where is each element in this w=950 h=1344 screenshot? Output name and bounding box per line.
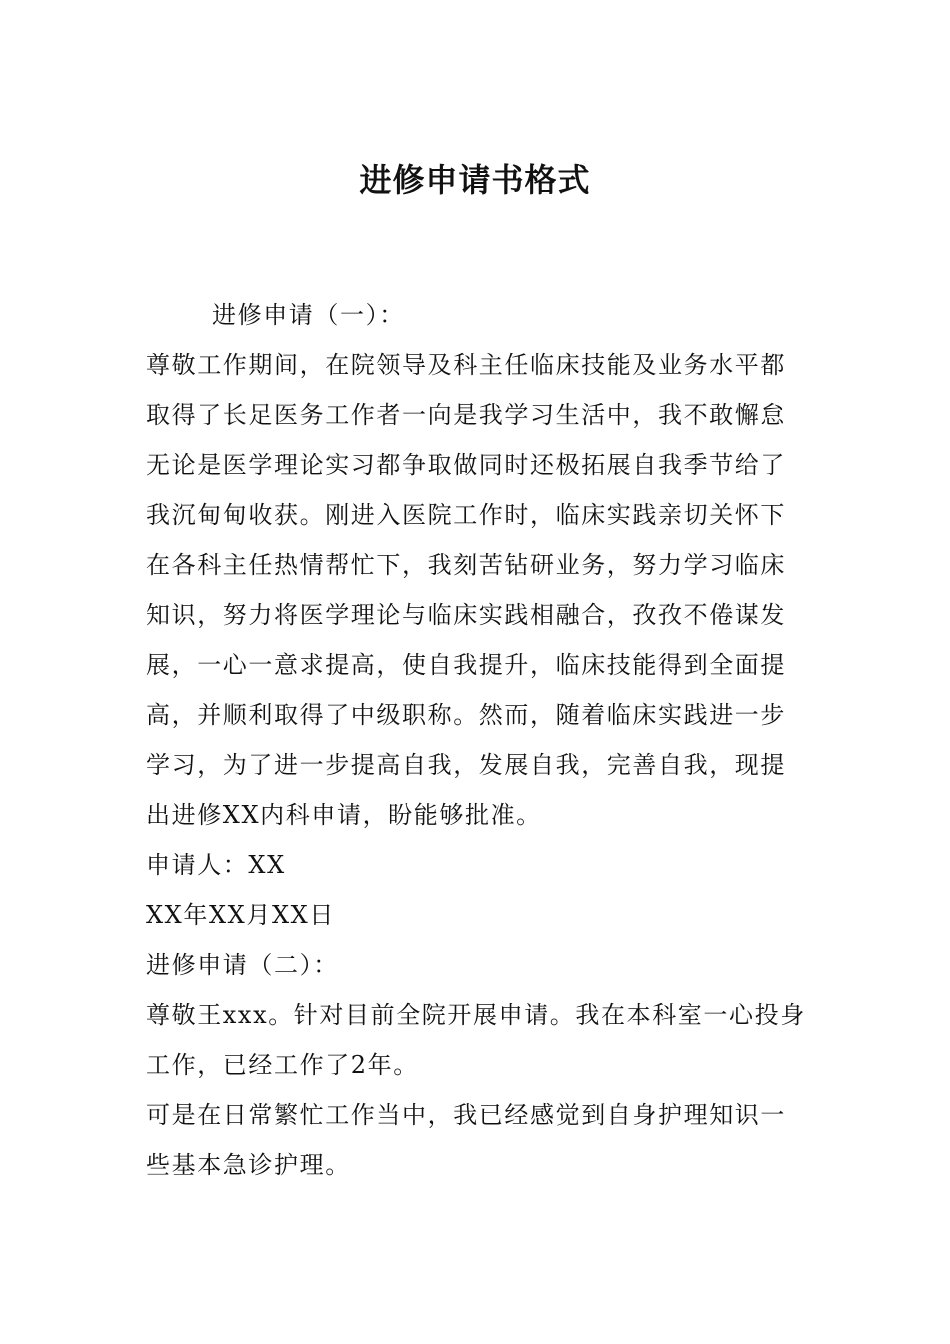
paragraph-line: 出进修XX内科申请，盼能够批准。 — [146, 801, 542, 829]
paragraph-line: 高，并顺利取得了中级职称。然而，随着临床实践进一步 — [146, 701, 786, 729]
paragraph-line: 尊敬工作期间，在院领导及科主任临床技能及业务水平都 — [146, 351, 786, 379]
paragraph-line: 可是在日常繁忙工作当中，我已经感觉到自身护理知识一 — [146, 1101, 786, 1129]
date-line: XX年XX月XX日 — [146, 901, 335, 929]
section-heading-1: 进修申请（一）： — [212, 301, 405, 329]
paragraph-line: 知识，努力将医学理论与临床实践相融合，孜孜不倦谋发 — [146, 601, 786, 629]
applicant-line: 申请人：XX — [146, 851, 286, 879]
paragraph-line: 取得了长足医务工作者一向是我学习生活中，我不敢懈怠 — [146, 401, 786, 429]
document-title: 进修申请书格式 — [359, 161, 591, 199]
paragraph-line: 尊敬王xxx。针对目前全院开展申请。我在本科室一心投身 — [146, 1001, 806, 1029]
document-body — [146, 290, 806, 1190]
paragraph-line: 些基本急诊护理。 — [146, 1151, 351, 1179]
paragraph-line: 在各科主任热情帮忙下，我刻苦钻研业务，努力学习临床 — [146, 551, 786, 579]
paragraph-line: 学习，为了进一步提高自我，发展自我，完善自我，现提 — [146, 751, 786, 779]
section-heading-2: 进修申请（二）： — [146, 951, 339, 979]
paragraph-line: 展，一心一意求提高，使自我提升，临床技能得到全面提 — [146, 651, 786, 679]
paragraph-line: 无论是医学理论实习都争取做同时还极拓展自我季节给了 — [146, 451, 786, 479]
paragraph-line: 我沉甸甸收获。刚进入医院工作时，临床实践亲切关怀下 — [146, 501, 786, 529]
paragraph-line: 工作，已经工作了2年。 — [146, 1051, 419, 1079]
